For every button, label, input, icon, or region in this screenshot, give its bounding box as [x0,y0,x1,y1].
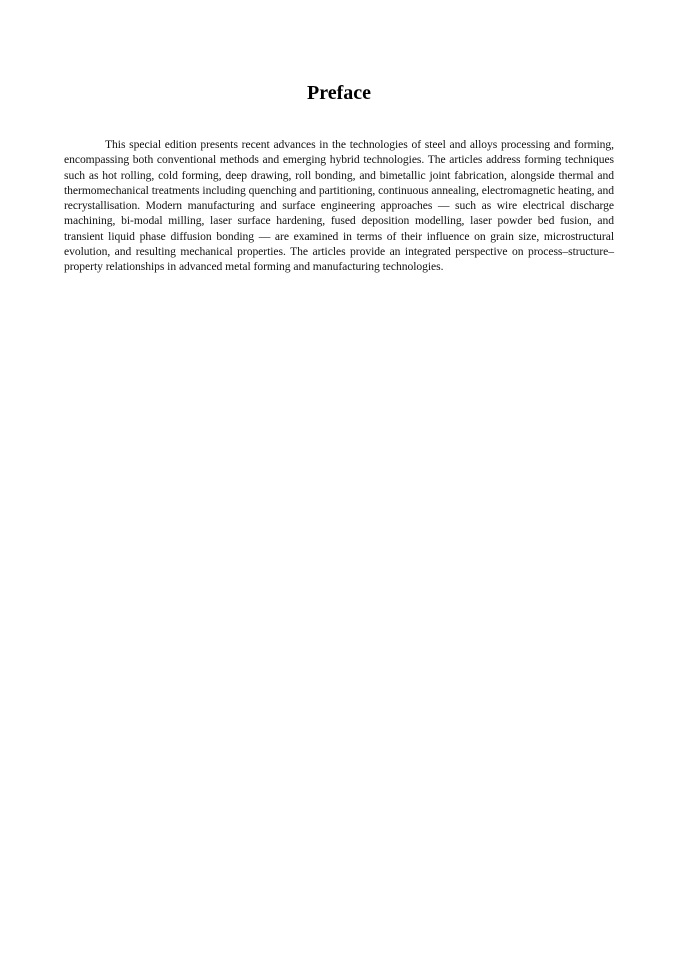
preface-paragraph: This special edition presents recent advances in the technologies of steel and alloys processing and forming, encompassing both conventional methods and emerging hybrid technologies. The articles address forming techniques such as hot rolling, cold forming, deep drawing, roll bonding, and bimetallic joint fabrication, alongside thermal and thermomechanical treatments including quenching and partitioning, continuous annealing, electromagnetic heating, and recrystallisation. Modern manufacturing and surface engineering approaches — such as wire electrical discharge machining, bi-modal milling, laser surface hardening, fused deposition modelling, laser powder bed fusion, and transient liquid phase diffusion bonding — are examined in terms of their influence on grain size, microstructural evolution, and resulting mechanical properties. The articles provide an integrated perspective on process–structure–property relationships in advanced metal forming and manufacturing technologies. [64,138,614,274]
page-title: Preface [306,82,372,104]
